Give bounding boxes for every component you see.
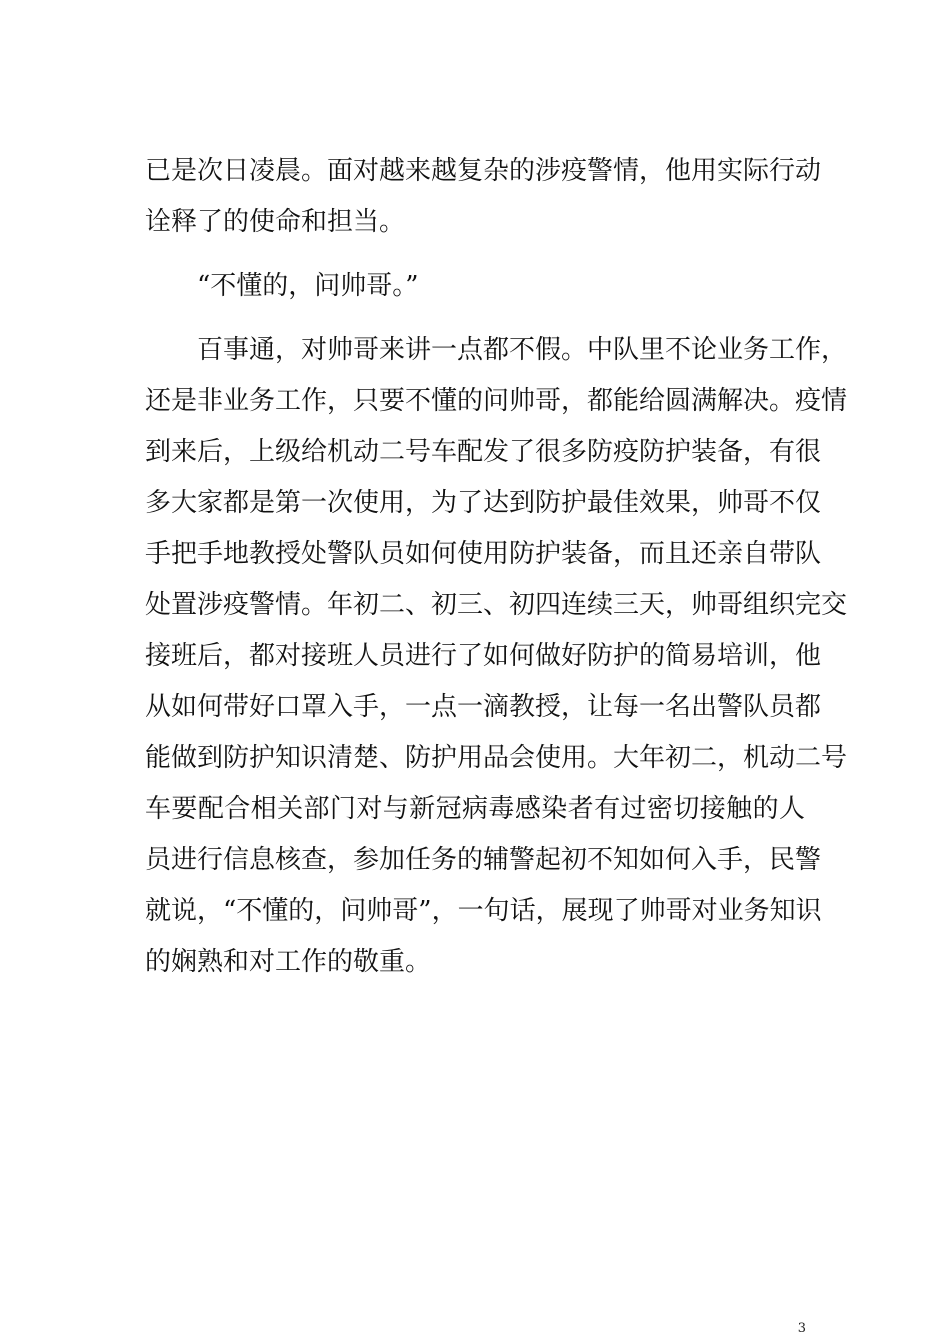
text-line: 接班后，都对接班人员进行了如何做好防护的简易培训，他	[145, 641, 822, 671]
text-line: 到来后，上级给机动二号车配发了很多防疫防护装备，有很	[145, 437, 822, 467]
text-line: “不懂的，问帅哥。”	[197, 271, 419, 301]
text-line: 处置涉疫警情。年初二、初三、初四连续三天，帅哥组织完交	[145, 590, 848, 620]
text-line: 员进行信息核查，参加任务的辅警起初不知如何入手，民警	[145, 845, 822, 875]
text-line: 从如何带好口罩入手，一点一滴教授，让每一名出警队员都	[145, 692, 822, 722]
page-number: 3	[797, 1321, 806, 1336]
text-line: 车要配合相关部门对与新冠病毒感染者有过密切接触的人	[145, 794, 805, 824]
text-line: 手把手地教授处警队员如何使用防护装备，而且还亲自带队	[145, 539, 822, 569]
paragraph-3	[145, 325, 848, 988]
text-line: 的娴熟和对工作的敬重。	[145, 947, 432, 977]
paragraph-2	[145, 261, 805, 312]
text-line: 能做到防护知识清楚、防护用品会使用。大年初二，机动二号	[145, 743, 848, 773]
text-line: 就说，“不懂的，问帅哥”，一句话，展现了帅哥对业务知识	[145, 896, 822, 926]
text-line: 百事通，对帅哥来讲一点都不假。中队里不论业务工作，	[197, 335, 848, 365]
text-line: 已是次日凌晨。面对越来越复杂的涉疫警情，他用实际行动	[145, 156, 822, 186]
paragraph-1	[145, 146, 822, 248]
document-body	[145, 146, 848, 988]
text-line: 还是非业务工作，只要不懂的问帅哥，都能给圆满解决。疫情	[145, 386, 848, 416]
text-line: 多大家都是第一次使用，为了达到防护最佳效果，帅哥不仅	[145, 488, 822, 518]
text-line: 诠释了的使命和担当。	[145, 207, 406, 237]
